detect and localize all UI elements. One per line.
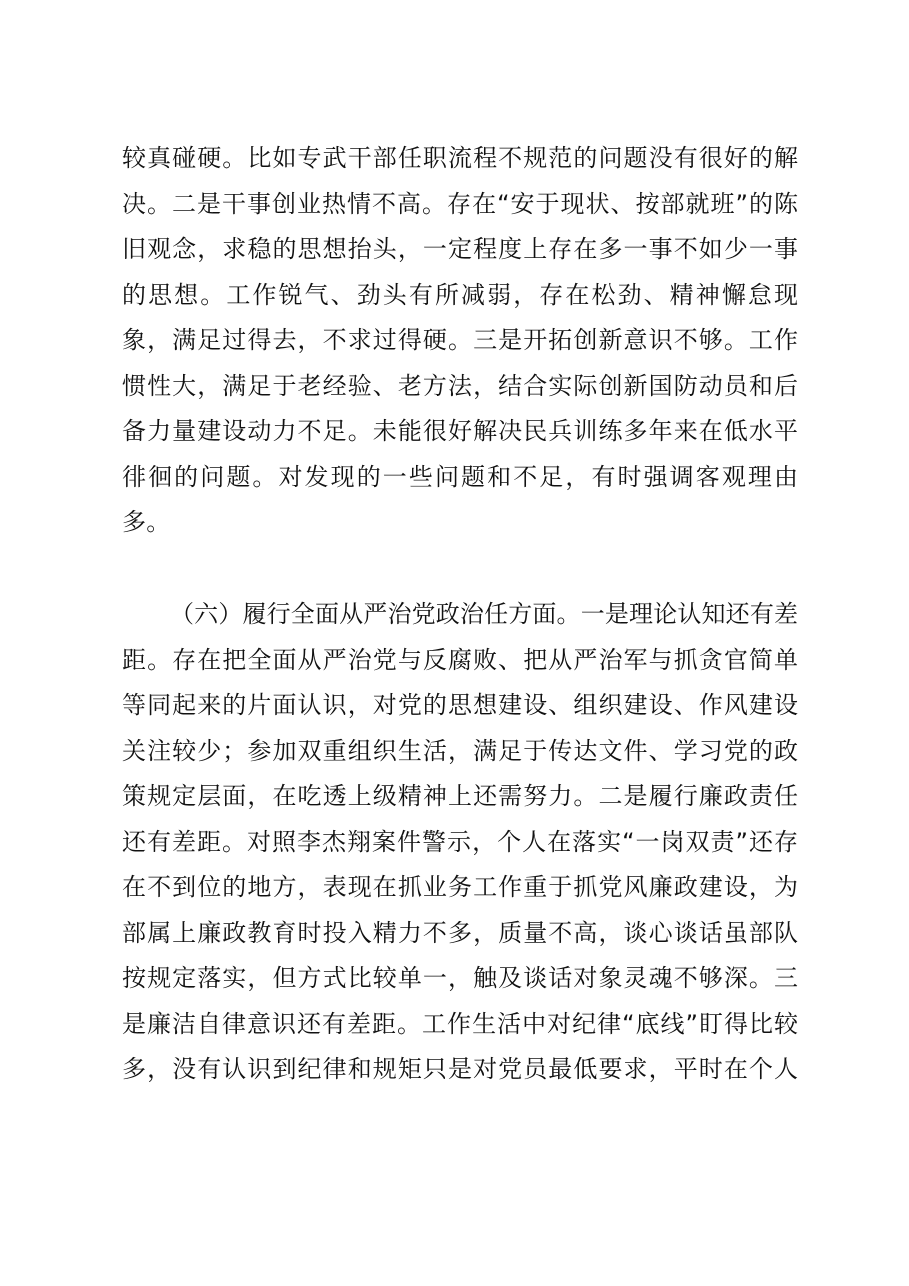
text-line: （六）履行全面从严治党政治任方面。一是理论认知还有差 — [170, 600, 798, 628]
text-line: 按规定落实，但方式比较单一，触及谈话对象灵魂不够深。三 — [122, 964, 798, 992]
text-line: 部属上廉政教育时投入精力不多，质量不高，谈心谈话虽部队 — [122, 918, 798, 947]
text-line: 距。存在把全面从严治党与反腐败、把从严治军与抓贪官简单 — [122, 645, 798, 674]
text-line: 的思想。工作锐气、劲头有所减弱，存在松劲、精神懈怠现 — [122, 280, 798, 309]
text-line: 还有差距。对照李杰翔案件警示，个人在落实“一岗双责”还存 — [122, 827, 798, 856]
text-line: 备力量建设动力不足。未能很好解决民兵训练多年来在低水平 — [122, 417, 798, 445]
text-line: 象，满足过得去，不求过得硬。三是开拓创新意识不够。工作 — [122, 326, 798, 354]
paragraph-2 — [122, 592, 798, 1093]
text-line: 较真碰硬。比如专武干部任职流程不规范的问题没有很好的解 — [122, 144, 798, 172]
text-line: 等同起来的片面认识，对党的思想建设、组织建设、作风建设 — [122, 691, 798, 719]
text-line: 旧观念，求稳的思想抬头，一定程度上存在多一事不如少一事 — [122, 235, 798, 263]
text-line: 关注较少；参加双重组织生活，满足于传达文件、学习党的政 — [122, 736, 798, 765]
text-line: 策规定层面，在吃透上级精神上还需努力。二是履行廉政责任 — [122, 782, 798, 810]
paragraph-1 — [122, 136, 798, 546]
text-line: 多，没有认识到纪律和规矩只是对党员最低要求，平时在个人 — [122, 1055, 798, 1083]
text-line: 多。 — [122, 508, 171, 536]
text-line: 惯性大，满足于老经验、老方法，结合实际创新国防动员和后 — [122, 371, 798, 400]
text-line: 决。二是干事创业热情不高。存在“安于现状、按部就班”的陈 — [122, 189, 798, 218]
text-line: 徘徊的问题。对发现的一些问题和不足，有时强调客观理由 — [122, 462, 798, 491]
text-line: 是廉洁自律意识还有差距。工作生活中对纪律“底线”盯得比较 — [122, 1009, 798, 1038]
text-line: 在不到位的地方，表现在抓业务工作重于抓党风廉政建设，为 — [122, 873, 798, 901]
